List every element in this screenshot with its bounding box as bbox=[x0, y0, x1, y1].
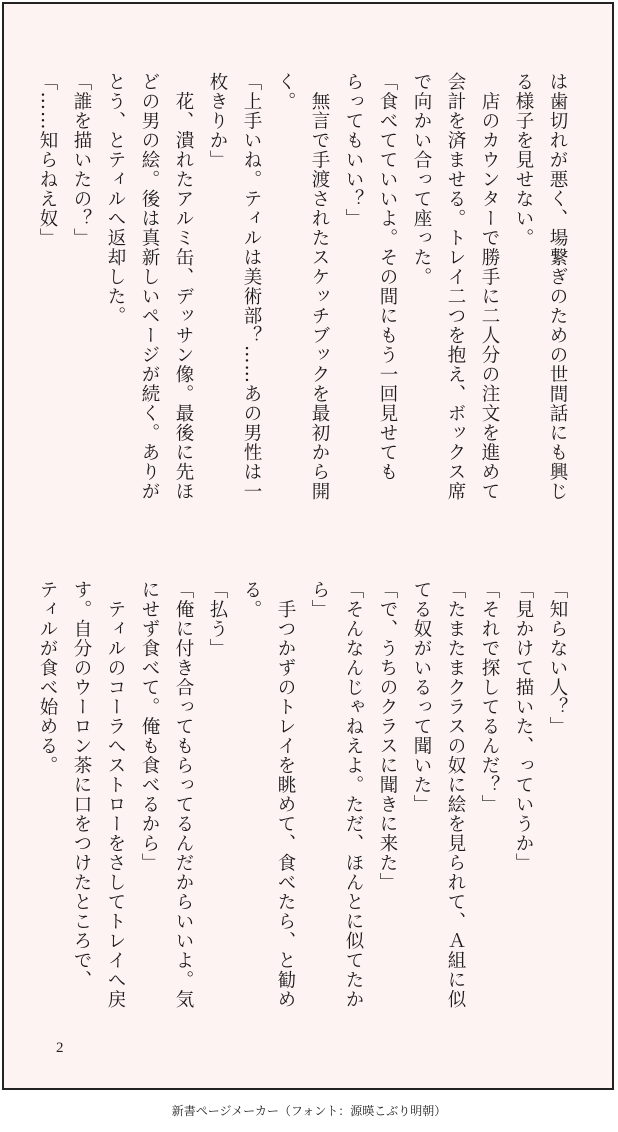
text-line: 枚きりか」 bbox=[207, 72, 228, 170]
text-line: 「食べてていいよ。その間にもう一回見せても bbox=[377, 72, 398, 482]
text-line: 「見かけて描いた、っていうか」 bbox=[513, 580, 534, 873]
top-text-block bbox=[30, 72, 574, 542]
text-line: 花、潰れたアルミ缶、デッサン像。最後に先ほ bbox=[173, 72, 194, 501]
text-line: にせず食べて。俺も食べるから」 bbox=[139, 580, 160, 873]
text-line: 「それで探してるんだ？」 bbox=[479, 580, 500, 814]
text-line: どの男の絵。後は真新しいページが続く。ありが bbox=[139, 72, 160, 501]
text-line: 「で、うちのクラスに聞きに来た」 bbox=[377, 580, 398, 892]
text-line: 会計を済ませる。トレイ二つを抱え、ボックス席 bbox=[445, 72, 466, 501]
text-line: ティルが食べ始める。 bbox=[37, 580, 58, 775]
text-line: 「そんなんじゃねえよ。ただ、ほんとに似てたか bbox=[343, 580, 364, 1009]
text-line: で向かい合って座った。 bbox=[411, 72, 432, 287]
text-line: らってもいい？」 bbox=[343, 72, 364, 228]
text-line: 「たまたまクラスの奴に絵を見られて、Ａ組に似 bbox=[445, 580, 466, 1009]
text-line: 「知らない人？」 bbox=[547, 580, 568, 736]
footer-credit: 新書ページメーカー（フォント：源暎こぶり明朝） bbox=[171, 1104, 447, 1118]
text-line: 「上手いね。ティルは美術部？……あの男性は一 bbox=[241, 72, 262, 501]
text-line: 無言で手渡されたスケッチブックを最初から開 bbox=[309, 72, 330, 501]
text-line: る様子を見せない。 bbox=[513, 72, 534, 248]
bottom-text-block bbox=[30, 580, 574, 1050]
text-line: てる奴がいるって聞いた」 bbox=[411, 580, 432, 814]
text-line: ら」 bbox=[309, 580, 330, 619]
text-line: 「……知らねえ奴」 bbox=[37, 72, 58, 248]
text-line: 手つかずのトレイを眺めて、食べたら、と勧め bbox=[275, 580, 296, 1009]
text-line: 店のカウンターで勝手に二人分の注文を進めて bbox=[479, 72, 500, 501]
text-line: 「誰を描いたの？」 bbox=[71, 72, 92, 248]
text-line: とう、とティルへ返却した。 bbox=[105, 72, 126, 326]
text-line: は歯切れが悪く、場繋ぎのための世間話にも興じ bbox=[547, 72, 568, 501]
text-line: 「払う」 bbox=[207, 580, 228, 658]
manuscript-page bbox=[2, 2, 614, 1090]
page-number: 2 bbox=[56, 1040, 64, 1056]
text-line: る。 bbox=[241, 580, 262, 619]
text-line: く。 bbox=[275, 72, 296, 111]
text-line: 「俺に付き合ってもらってるんだからいいよ。気 bbox=[173, 580, 194, 1009]
text-line: す。自分のウーロン茶に口をつけたところで、 bbox=[71, 580, 92, 990]
text-line: ティルのコーラへストローをさしてトレイへ戻 bbox=[105, 580, 126, 1009]
